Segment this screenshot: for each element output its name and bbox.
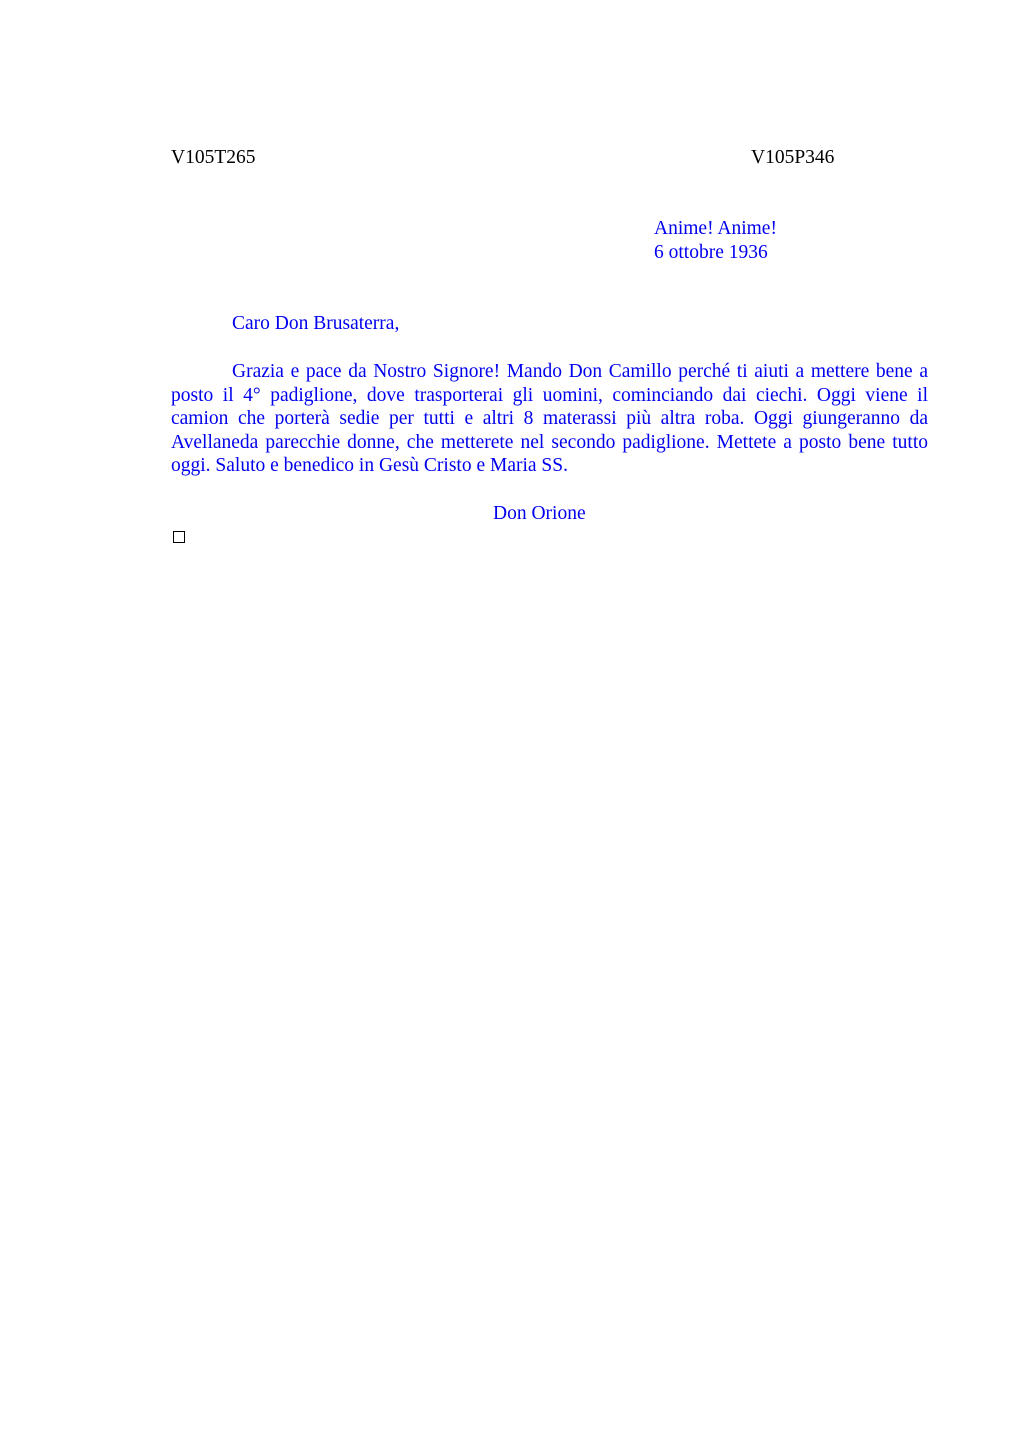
letter-motto: Anime! Anime! [654, 218, 777, 239]
letter-body: Grazia e pace da Nostro Signore! Mando Don Camillo perché ti aiuti a mettere bene a posto il 4° padiglione, dove trasporterai gli uomini, cominciando dai ciechi. Oggi viene il camion che porterà sedie per tutti e altri 8 materassi più altra roba. Oggi giungeranno da Avellaneda parecchie donne, che metterete nel secondo padiglione. Mettete a posto bene tutto oggi. Saluto e benedico in Gesù Cristo e Maria SS. [171, 361, 928, 477]
letter-salutation: Caro Don Brusaterra, [232, 313, 400, 334]
document-reference-right: V105P346 [751, 147, 835, 168]
empty-square-icon [173, 531, 185, 543]
document-reference-left: V105T265 [171, 147, 256, 168]
letter-header [654, 217, 777, 265]
letter-date: 6 ottobre 1936 [654, 242, 768, 263]
letter-signature: Don Orione [493, 503, 586, 524]
